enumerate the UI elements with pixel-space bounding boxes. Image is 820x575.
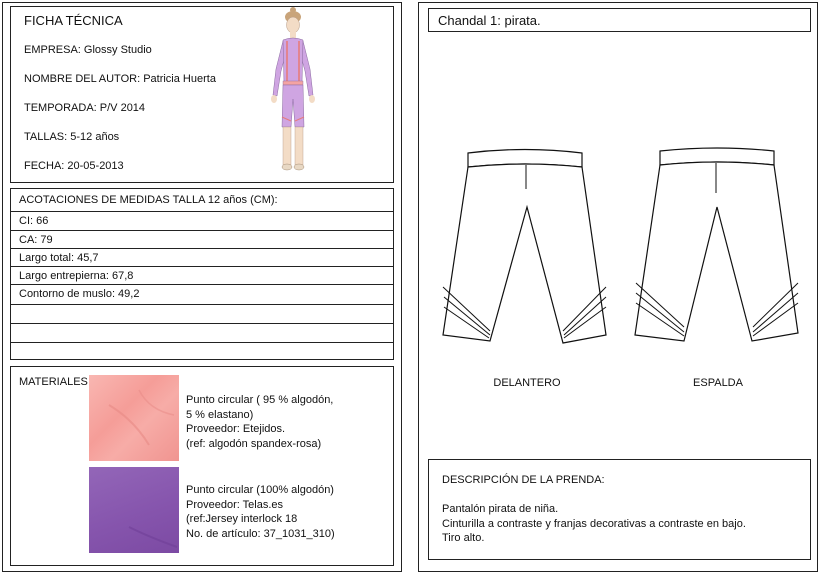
measure-row: CI: 66 <box>19 215 49 227</box>
material-1-text <box>186 393 333 451</box>
description-line: Pantalón pirata de niña. <box>442 503 559 515</box>
sheet-title: FICHA TÉCNICA <box>24 13 123 28</box>
material-1-line: (ref: algodón spandex-rosa) <box>186 437 322 450</box>
description-line: Cinturilla a contraste y franjas decorativas a contraste en bajo. <box>442 517 746 530</box>
description-box <box>428 459 811 560</box>
model-illustration <box>256 7 331 183</box>
fabric-swatch-pink <box>89 375 179 461</box>
fabric-swatch-purple <box>89 467 179 553</box>
materials-box <box>10 366 394 566</box>
measures-table <box>10 188 394 360</box>
materials-label: MATERIALES <box>19 376 88 388</box>
company-field: EMPRESA: Glossy Studio <box>24 44 152 56</box>
description-line: Tiro alto. <box>442 532 485 544</box>
garment-title: Chandal 1: pirata. <box>438 13 541 28</box>
material-2-text <box>186 483 335 541</box>
date-field: FECHA: 20-05-2013 <box>24 160 124 172</box>
measure-row: Largo total: 45,7 <box>19 252 99 264</box>
material-1-line: Proveedor: Etejidos. <box>186 423 286 435</box>
sizes-field: TALLAS: 5-12 años <box>24 131 120 143</box>
measures-title: ACOTACIONES DE MEDIDAS TALLA 12 años (CM): <box>19 194 278 206</box>
measure-row: Contorno de muslo: 49,2 <box>19 288 140 300</box>
pants-back-drawing <box>632 145 802 350</box>
material-2-line: Proveedor: Telas.es <box>186 498 284 511</box>
author-field: NOMBRE DEL AUTOR: Patricia Huerta <box>24 73 216 85</box>
description-title: DESCRIPCIÓN DE LA PRENDA: <box>442 474 605 486</box>
header-box <box>10 6 394 183</box>
material-1-line: 5 % elastano) <box>186 408 254 421</box>
measure-row: Largo entrepierna: 67,8 <box>19 270 134 282</box>
measure-row: CA: 79 <box>19 234 53 246</box>
material-2-line: (ref:Jersey interlock 18 <box>186 513 298 525</box>
garment-title-box <box>428 8 811 32</box>
pants-front-drawing <box>440 145 610 350</box>
season-field: TEMPORADA: P/V 2014 <box>24 102 146 114</box>
description-text <box>442 502 746 546</box>
material-2-line: Punto circular (100% algodón) <box>186 484 334 496</box>
front-label: DELANTERO <box>493 377 561 389</box>
material-2-line: No. de artículo: 37_1031_310) <box>186 527 335 540</box>
back-label: ESPALDA <box>693 377 743 389</box>
material-1-line: Punto circular ( 95 % algodón, <box>186 394 334 406</box>
